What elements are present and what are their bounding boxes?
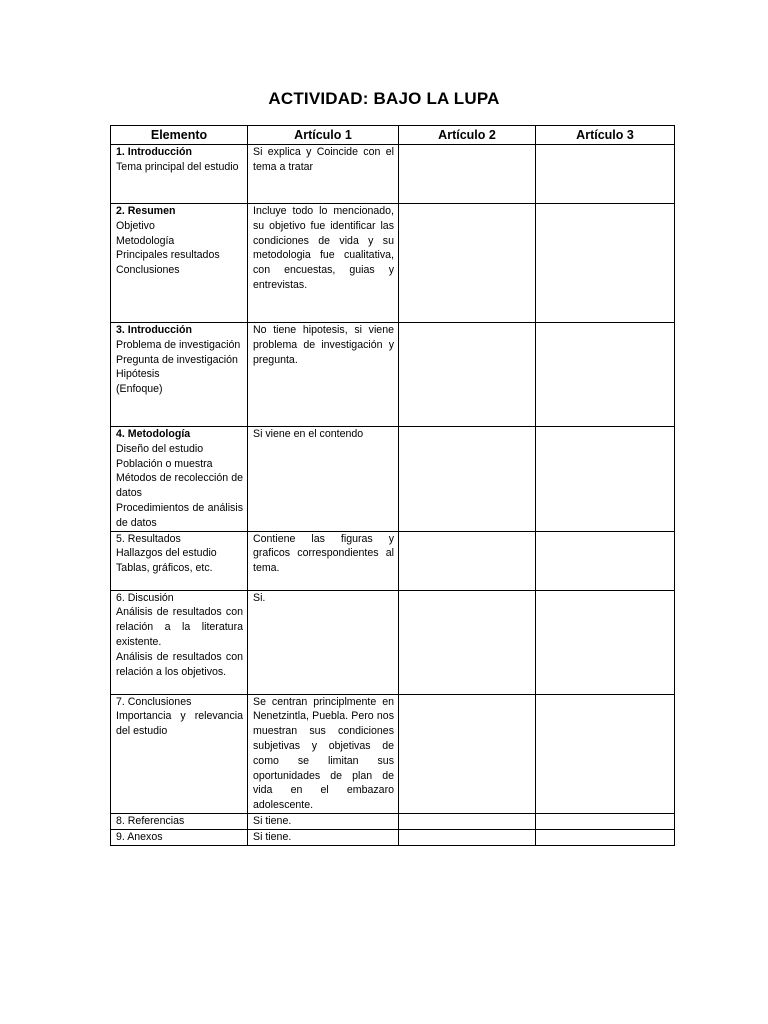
elemento-detail: Análisis de resultados con relación a la literatura existente. [116,606,243,648]
elemento-cell [111,145,248,204]
elemento-detail: (Enfoque) [116,383,163,396]
header-elemento: Elemento [111,126,248,145]
elemento-title: 6. Discusión [116,591,174,604]
elemento-detail: Principales resultados [116,249,220,262]
elemento-title: 5. Resultados [116,532,181,545]
elemento-detail: Conclusiones [116,264,180,277]
articulo-2-cell [399,694,536,813]
articulo-1-cell [248,590,399,694]
articulo-1-text: No tiene hipotesis, si viene problema de investigación y pregunta. [253,324,394,366]
elemento-cell [111,590,248,694]
elemento-detail: Metodología [116,234,175,247]
page-title: ACTIVIDAD: BAJO LA LUPA [268,89,500,108]
articulo-2-cell [399,204,536,323]
elemento-cell [111,531,248,590]
table-row [111,829,675,845]
articulo-1-text: Incluye todo lo mencionado, su objetivo fue identificar las condiciones de vida y su metodologia fue cualitativa, con encuestas, guias y entrevistas. [253,205,394,291]
articulo-2-cell [399,590,536,694]
elemento-detail: Problema de investigación [116,338,241,351]
articulo-1-cell [248,427,399,532]
articulo-1-cell [248,813,399,829]
articulo-2-cell [399,829,536,845]
table-header-row [111,126,675,145]
articulo-1-text: Si explica y Coincide con el tema a tratar [253,146,394,173]
elemento-detail: Métodos de recolección de datos [116,472,243,500]
elemento-cell [111,427,248,532]
articulo-1-text: Si. [253,591,266,604]
table-row [111,204,675,323]
elemento-detail: Hipótesis [116,368,160,381]
elemento-detail: Tema principal del estudio [116,160,239,173]
elemento-title: 9. Anexos [116,830,163,843]
header-articulo-1: Artículo 1 [248,126,399,145]
articulo-3-cell [536,813,675,829]
articulo-3-cell [536,145,675,204]
articulo-3-cell [536,694,675,813]
table-row [111,531,675,590]
elemento-detail: Población o muestra [116,457,213,470]
elemento-detail: Procedimientos de análisis de datos [116,501,243,529]
articulo-3-cell [536,531,675,590]
elemento-title: 7. Conclusiones [116,695,192,708]
elemento-cell [111,204,248,323]
table-row [111,145,675,204]
elemento-cell [111,813,248,829]
elemento-cell [111,323,248,427]
elemento-detail: Tablas, gráficos, etc. [116,562,213,575]
table-row [111,813,675,829]
elemento-cell [111,829,248,845]
articulo-1-cell [248,204,399,323]
table-row [111,323,675,427]
articulo-1-text: Si viene en el contendo [253,428,364,440]
articulo-2-cell [399,427,536,532]
table-row [111,590,675,694]
articulo-1-cell [248,323,399,427]
articulo-3-cell [536,829,675,845]
articulo-2-cell [399,145,536,204]
articulo-3-cell [536,204,675,323]
elemento-title: 3. Introducción [116,324,192,336]
articulo-1-text: Si tiene. [253,814,292,827]
elemento-title: 8. Referencias [116,814,185,827]
header-articulo-2: Artículo 2 [399,126,536,145]
elemento-detail: Objetivo [116,219,155,232]
articulo-2-cell [399,531,536,590]
articulo-2-cell [399,813,536,829]
elemento-title: 2. Resumen [116,205,176,217]
elemento-detail: Pregunta de investigación [116,353,238,366]
elemento-title: 4. Metodología [116,428,191,440]
articulo-1-cell [248,694,399,813]
elemento-detail: Análisis de resultados con relación a los objetivos. [116,650,243,678]
table-row [111,427,675,532]
table-row [111,694,675,813]
elemento-cell [111,694,248,813]
analysis-table [110,125,675,846]
articulo-3-cell [536,590,675,694]
articulo-1-text: Si tiene. [253,830,292,843]
articulo-1-text: Contiene las figuras y graficos correspondientes al tema. [253,532,394,575]
elemento-title: 1. Introducción [116,146,192,158]
articulo-2-cell [399,323,536,427]
articulo-3-cell [536,323,675,427]
articulo-1-cell [248,829,399,845]
articulo-1-text: Se centran principlmente en Nenetzintla, Puebla. Pero nos muestran sus condiciones subjetivas y objetivas de como se limitan sus oportunidades de plan de vida en el embazaro adolescente. [253,695,394,812]
elemento-detail: Importancia y relevancia del estudio [116,710,243,738]
articulo-1-cell [248,145,399,204]
elemento-detail: Hallazgos del estudio [116,547,217,560]
header-articulo-3: Artículo 3 [536,126,675,145]
elemento-detail: Diseño del estudio [116,442,204,455]
articulo-3-cell [536,427,675,532]
articulo-1-cell [248,531,399,590]
